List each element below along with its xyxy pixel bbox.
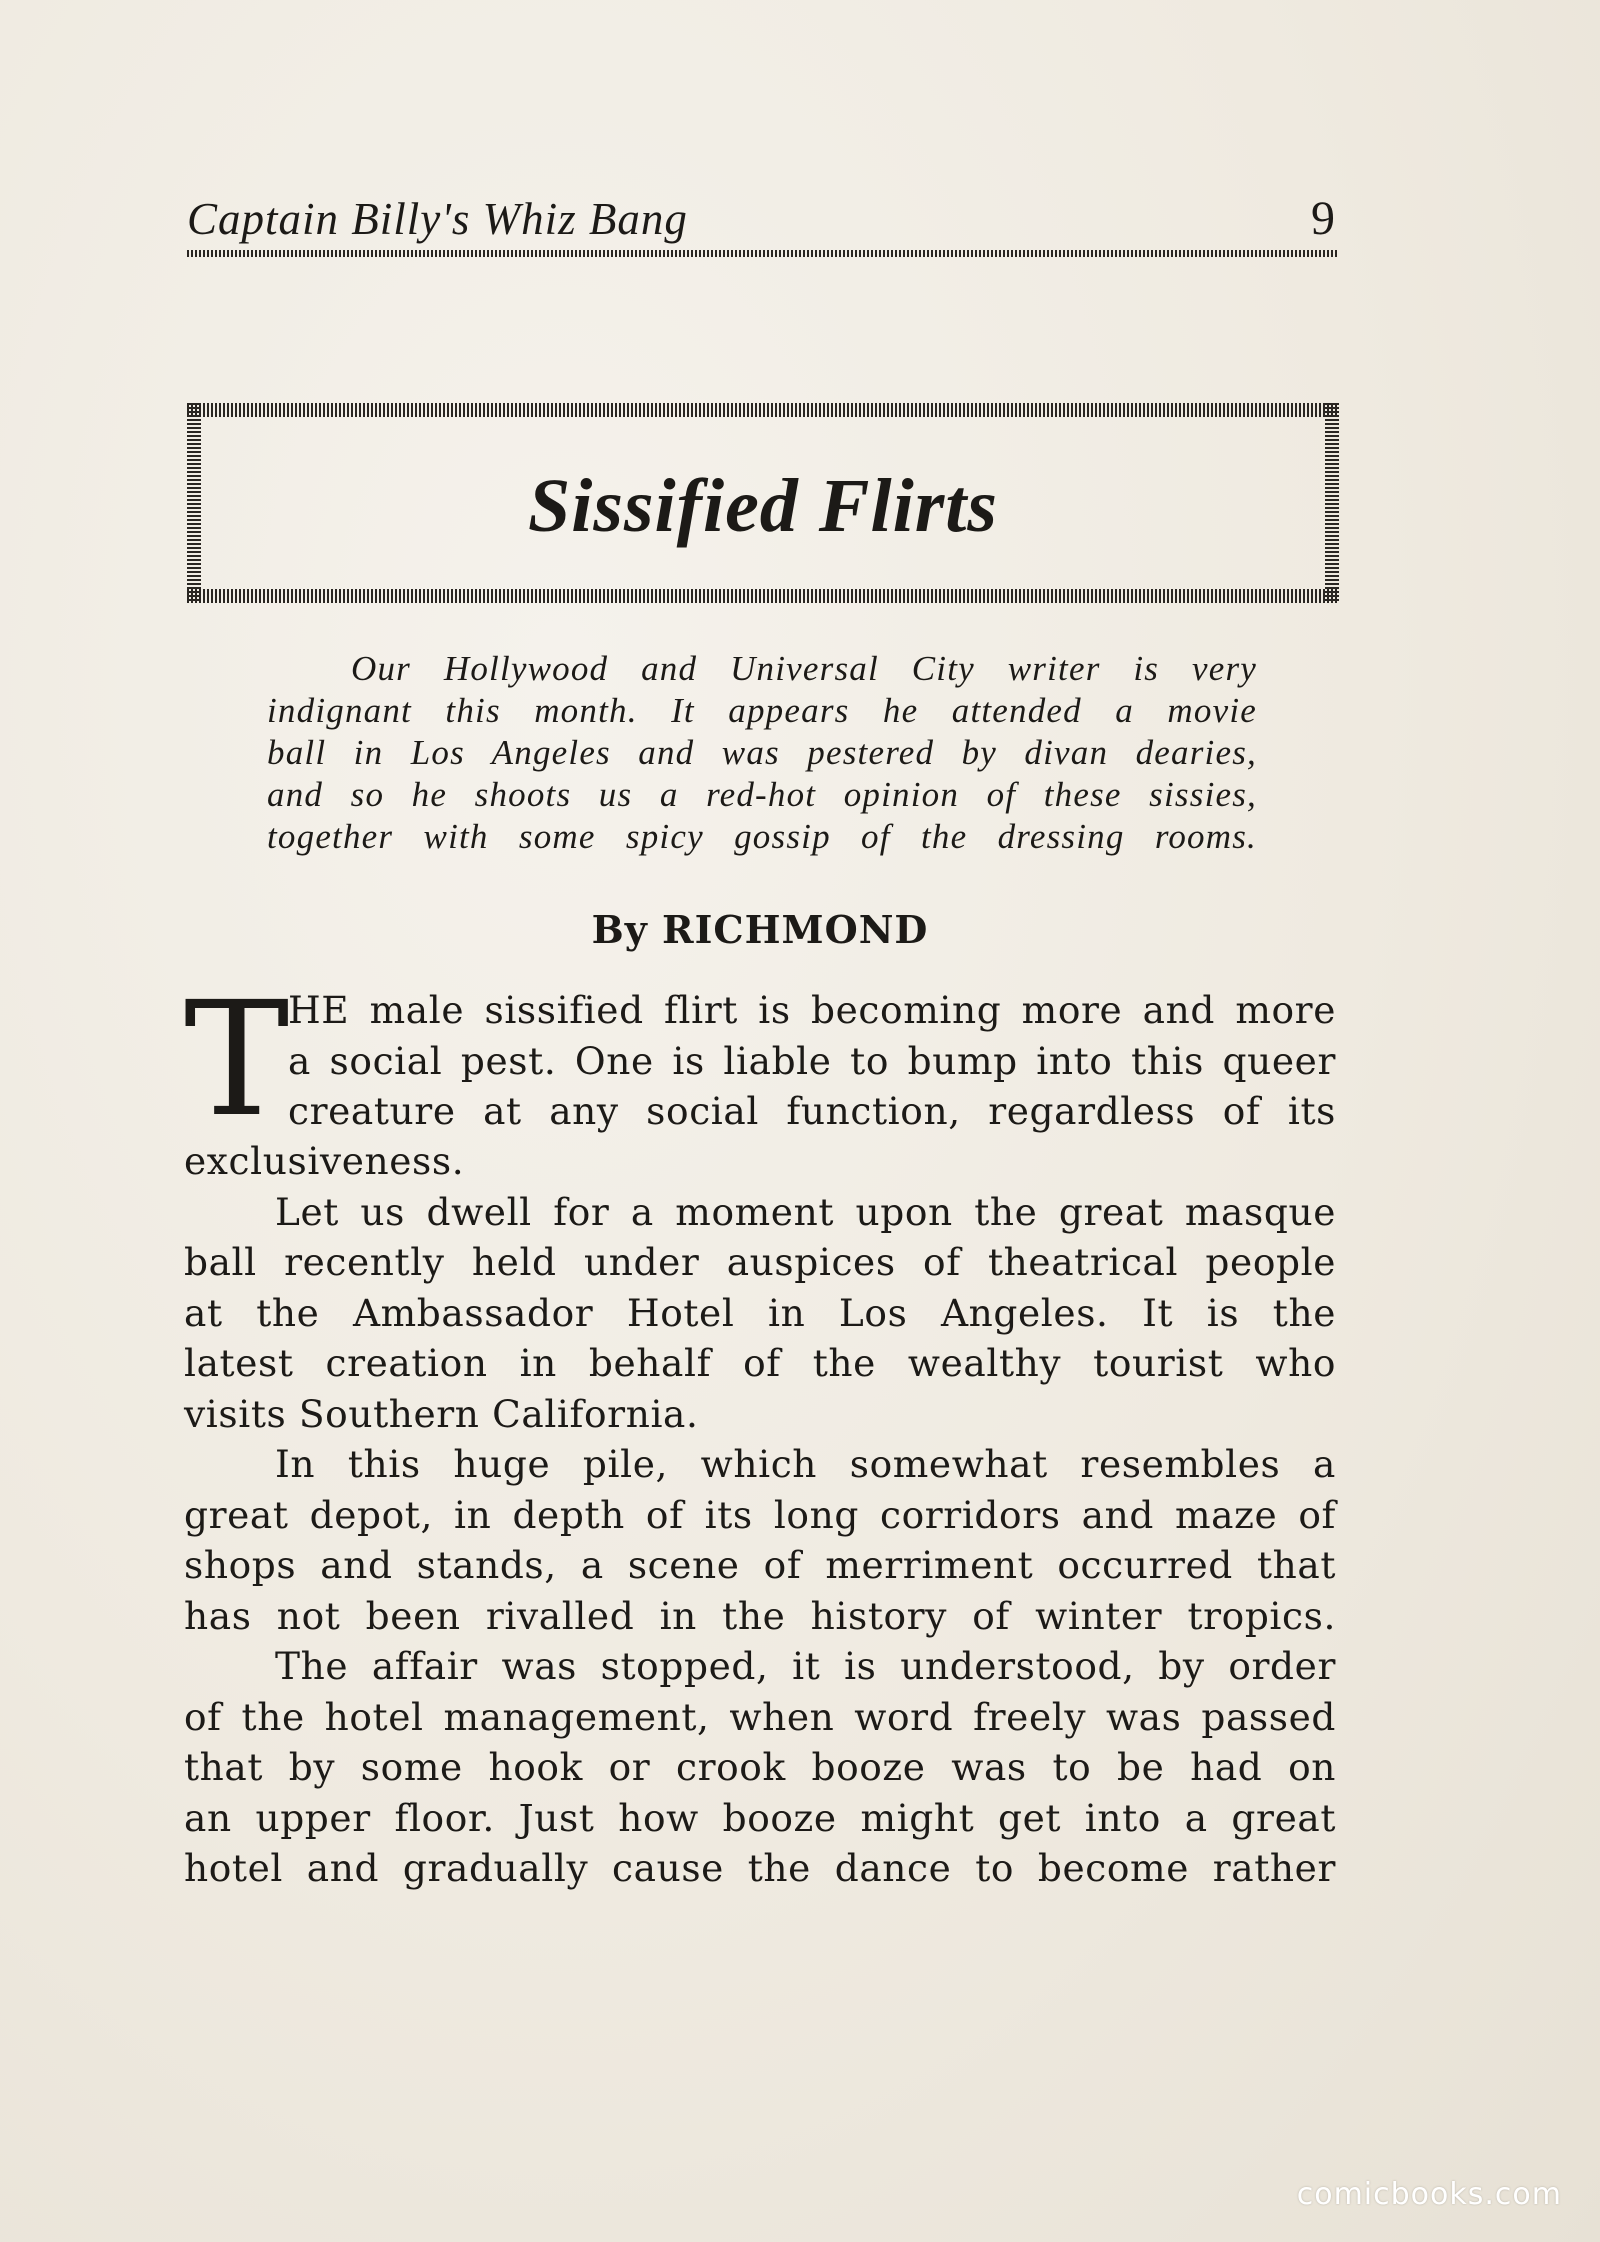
body-line: has not been rivalled in the history of winter tropics.: [184, 1593, 1336, 1638]
running-header: [187, 192, 1339, 262]
body-line: shops and stands, a scene of merriment occurred that: [184, 1543, 1336, 1587]
body-line: great depot, in depth of its long corridors and maze of: [184, 1492, 1336, 1537]
body-line: an upper floor. Just how booze might get into a great: [184, 1795, 1336, 1840]
body-line: of the hotel management, when word freely was passed: [184, 1694, 1336, 1739]
article-title: Sissified Flirts: [528, 464, 998, 548]
body-line: that by some hook or crook booze was to be had on: [184, 1745, 1336, 1789]
first-paragraph-lines: [288, 985, 1336, 1137]
body-line: Let us dwell for a moment upon the great masque: [275, 1189, 1336, 1234]
intro-line: together with some spicy gossip of the dressing rooms.: [267, 817, 1257, 856]
page-number: 9: [1311, 192, 1335, 245]
title-box: [187, 403, 1339, 603]
body-line: a social pest. One is liable to bump into this queer: [288, 1038, 1336, 1083]
magazine-title: Captain Billy's Whiz Bang: [187, 194, 688, 244]
body-line: hotel and gradually cause the dance to become rather: [184, 1846, 1336, 1890]
body-line: The affair was stopped, it is understood, by order: [275, 1644, 1336, 1688]
body-line: at the Ambassador Hotel in Los Angeles. It is the: [184, 1290, 1336, 1335]
article-body: [184, 1136, 1336, 1894]
intro-line: and so he shoots us a red-hot opinion of these sissies,: [267, 775, 1257, 814]
byline: By RICHMOND: [591, 907, 929, 952]
body-line: creature at any social function, regardless of its: [288, 1089, 1336, 1133]
body-line: In this huge pile, which somewhat resembles a: [275, 1442, 1336, 1486]
watermark: comicbooks.com: [1296, 2177, 1562, 2212]
body-line: ball recently held under auspices of theatrical people: [184, 1240, 1336, 1284]
body-line: HE male sissified flirt is becoming more and more: [288, 988, 1336, 1032]
body-line: visits Southern California.: [184, 1391, 699, 1436]
title-border-top: [187, 403, 1339, 417]
intro-paragraph: [267, 648, 1257, 858]
body-line: exclusiveness.: [184, 1139, 465, 1183]
body-line: latest creation in behalf of the wealthy tourist who: [184, 1341, 1336, 1385]
header-rule: [187, 250, 1339, 257]
intro-line: Our Hollywood and Universal City writer is very: [351, 649, 1257, 688]
title-border-bottom: [187, 589, 1339, 603]
intro-line: ball in Los Angeles and was pestered by divan dearies,: [267, 733, 1257, 772]
intro-line: indignant this month. It appears he attended a movie: [267, 691, 1257, 730]
drop-cap: T: [184, 968, 290, 1152]
